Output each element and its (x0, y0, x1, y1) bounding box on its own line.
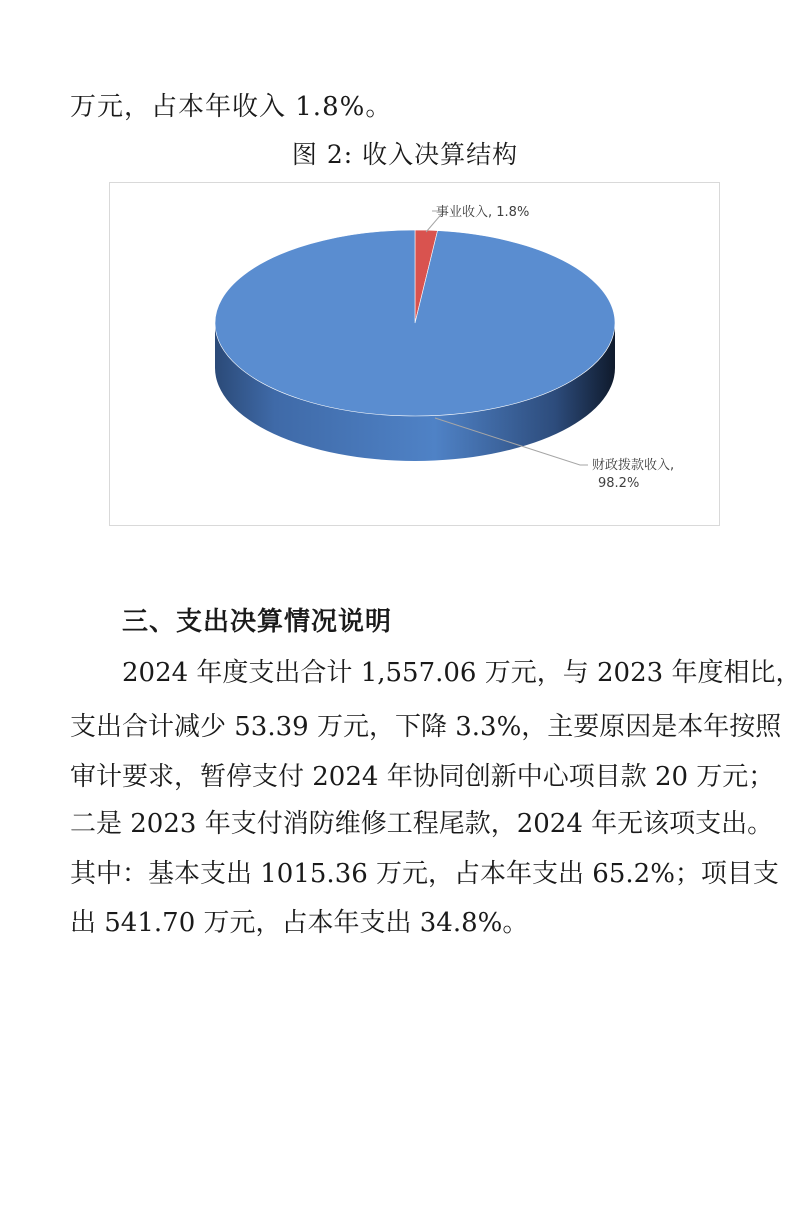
data-label-large-value: 98.2% (598, 476, 640, 491)
pie-chart (110, 183, 719, 525)
body-line: 支出合计减少 53.39 万元，下降 3.3%，主要原因是本年按照 (70, 712, 782, 742)
figure-caption: 图 2: 收入决算结构 (291, 140, 519, 169)
body-line: 出 541.70 万元，占本年支出 34.8%。 (70, 908, 529, 938)
data-label-large-name: 财政拨款收入, (592, 458, 675, 473)
body-line: 二是 2023 年支付消防维修工程尾款，2024 年无该项支出。 (70, 809, 774, 839)
pie-slice-财政拨款收入 (215, 230, 615, 416)
data-label-small: 事业收入, 1.8% (436, 205, 530, 220)
section-heading: 三、支出决算情况说明 (122, 607, 393, 637)
body-line: 2024 年度支出合计 1,557.06 万元，与 2023 年度相比， (122, 658, 802, 688)
body-line: 审计要求，暂停支付 2024 年协同创新中心项目款 20 万元； (70, 762, 775, 792)
paragraph-continuation: 万元，占本年收入 1.8%。 (70, 92, 393, 122)
body-line: 其中：基本支出 1015.36 万元，占本年支出 65.2%；项目支 (70, 859, 779, 889)
pie-chart-frame (109, 182, 720, 526)
